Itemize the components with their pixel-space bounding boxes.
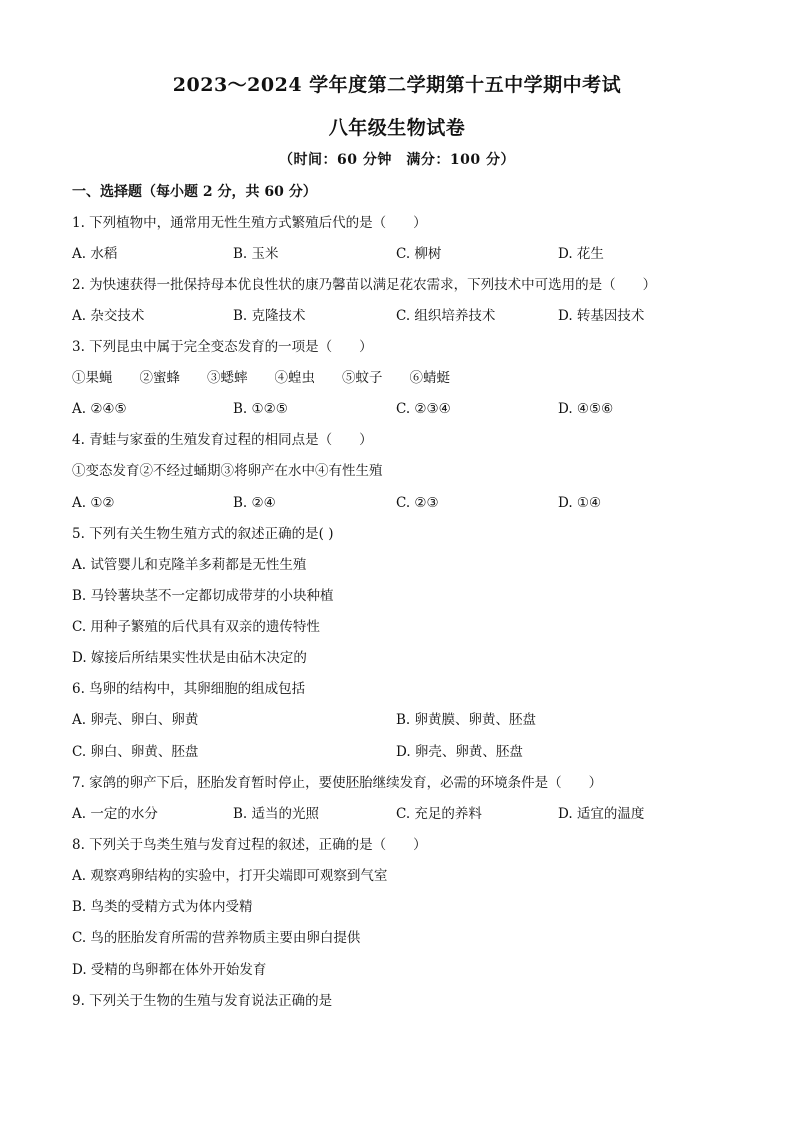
question-2-option-b: B. 克隆技术 xyxy=(233,308,306,324)
question-5-option-b: B. 马铃薯块茎不一定都切成带芽的小块种植 xyxy=(72,588,334,604)
question-1-option-a: A. 水稻 xyxy=(72,246,118,262)
question-5-option-d: D. 嫁接后所结果实性状是由砧木决定的 xyxy=(72,650,307,666)
question-4-option-b: B. ②④ xyxy=(233,495,276,511)
question-6-option-d: D. 卵壳、卵黄、胚盘 xyxy=(396,744,523,760)
question-8-stem: 8. 下列关于鸟类生殖与发育过程的叙述，正确的是（ ） xyxy=(72,837,427,853)
question-8-option-a: A. 观察鸡卵结构的实验中，打开尖端即可观察到气室 xyxy=(72,868,388,884)
question-4-option-a: A. ①② xyxy=(72,495,115,511)
question-8-option-d: D. 受精的鸟卵都在体外开始发育 xyxy=(72,962,267,978)
question-6-option-a: A. 卵壳、卵白、卵黄 xyxy=(72,712,199,728)
question-1-option-d: D. 花生 xyxy=(558,246,604,262)
question-1-option-b: B. 玉米 xyxy=(233,246,279,262)
question-4-option-d: D. ①④ xyxy=(558,495,602,511)
question-5-option-a: A. 试管婴儿和克隆羊多莉都是无性生殖 xyxy=(72,557,307,573)
question-8-option-b: B. 鸟类的受精方式为体内受精 xyxy=(72,899,253,915)
question-6-stem: 6. 鸟卵的结构中，其卵细胞的组成包括 xyxy=(72,681,306,697)
question-2-option-a: A. 杂交技术 xyxy=(72,308,145,324)
question-3-stem: 3. 下列昆虫中属于完全变态发育的一项是（ ） xyxy=(72,339,373,355)
question-4-option-c: C. ②③ xyxy=(396,495,439,511)
question-6-option-c: C. 卵白、卵黄、胚盘 xyxy=(72,744,199,760)
question-7-option-a: A. 一定的水分 xyxy=(72,806,158,822)
question-4-items: ①变态发育②不经过蛹期③将卵产在水中④有性生殖 xyxy=(72,463,383,479)
question-2-option-d: D. 转基因技术 xyxy=(558,308,645,324)
exam-subtitle: 八年级生物试卷 xyxy=(328,117,466,139)
section-heading: 一、选择题（每小题 2 分，共 60 分） xyxy=(72,184,317,200)
question-8-option-c: C. 鸟的胚胎发育所需的营养物质主要由卵白提供 xyxy=(72,930,361,946)
question-2-stem: 2. 为快速获得一批保持母本优良性状的康乃馨苗以满足花农需求，下列技术中可选用的是（ ） xyxy=(72,277,657,293)
question-3-option-c: C. ②③④ xyxy=(396,401,451,417)
question-1-stem: 1. 下列植物中，通常用无性生殖方式繁殖后代的是（ ） xyxy=(72,215,427,231)
question-3-option-a: A. ②④⑤ xyxy=(72,401,127,417)
question-6-option-b: B. 卵黄膜、卵黄、胚盘 xyxy=(396,712,537,728)
question-3-option-d: D. ④⑤⑥ xyxy=(558,401,614,417)
question-7-option-b: B. 适当的光照 xyxy=(233,806,320,822)
question-7-option-d: D. 适宜的温度 xyxy=(558,806,645,822)
question-3-items: ①果蝇 ②蜜蜂 ③蟋蟀 ④蝗虫 ⑤蚊子 ⑥蜻蜓 xyxy=(72,370,450,386)
question-9-stem: 9. 下列关于生物的生殖与发育说法正确的是 xyxy=(72,993,333,1009)
question-5-stem: 5. 下列有关生物生殖方式的叙述正确的是( ) xyxy=(72,526,334,542)
exam-info: （时间：60 分钟 满分：100 分） xyxy=(279,152,515,168)
question-1-option-c: C. 柳树 xyxy=(396,246,442,262)
exam-title: 2023～2024 学年度第二学期第十五中学期中考试 xyxy=(172,74,622,96)
question-5-option-c: C. 用种子繁殖的后代具有双亲的遗传特性 xyxy=(72,619,320,635)
question-4-stem: 4. 青蛙与家蚕的生殖发育过程的相同点是（ ） xyxy=(72,432,373,448)
question-7-option-c: C. 充足的养料 xyxy=(396,806,482,822)
question-3-option-b: B. ①②⑤ xyxy=(233,401,288,417)
question-2-option-c: C. 组织培养技术 xyxy=(396,308,496,324)
question-7-stem: 7. 家鸽的卵产下后，胚胎发育暂时停止，要使胚胎继续发育，必需的环境条件是（ ） xyxy=(72,775,603,791)
